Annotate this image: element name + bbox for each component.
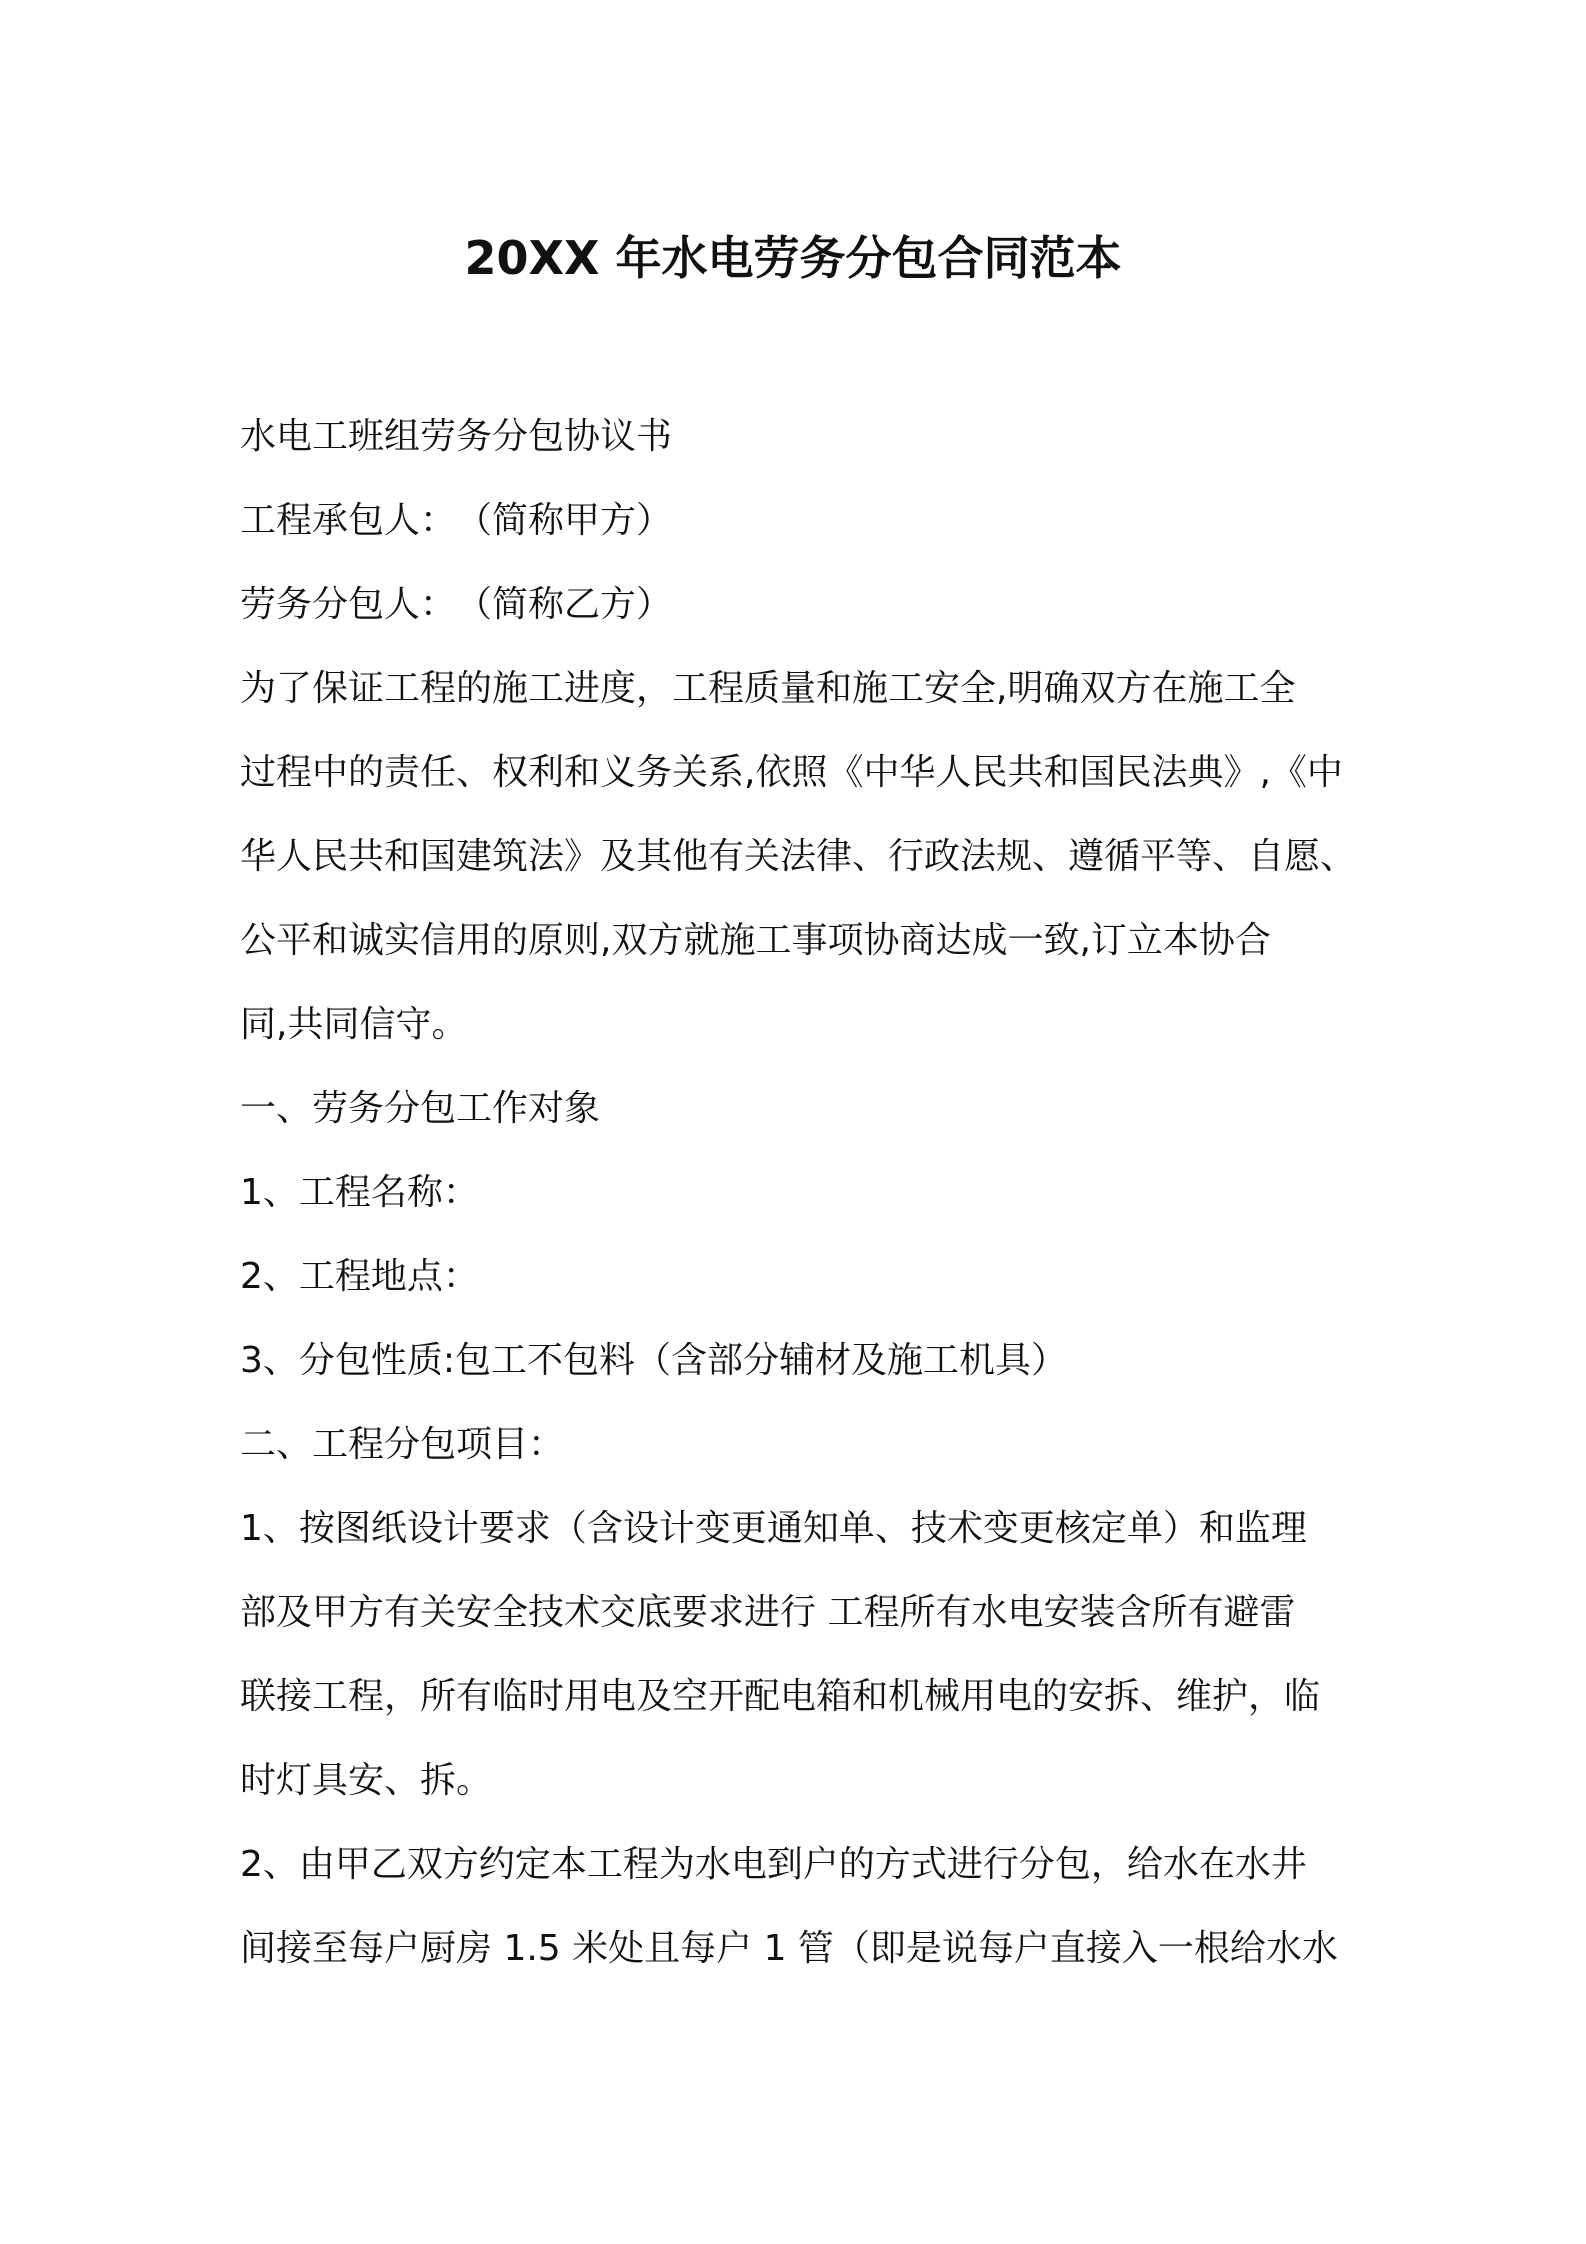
doc-line: 间接至每户厨房 1.5 米处且每户 1 管（即是说每户直接入一根给水水 <box>240 1928 1338 1969</box>
doc-line: 1、工程名称： <box>240 1172 479 1213</box>
doc-line: 时灯具安、拆。 <box>240 1760 493 1801</box>
document-body <box>240 395 1357 1991</box>
doc-line: 3、分包性质:包工不包料（含部分辅材及施工机具） <box>240 1340 1068 1381</box>
doc-line: 联接工程，所有临时用电及空开配电箱和机械用电的安拆、维护，临 <box>240 1676 1321 1717</box>
doc-line: 华人民共和国建筑法》及其他有关法律、行政法规、遵循平等、自愿、 <box>240 836 1357 877</box>
doc-line: 部及甲方有关安全技术交底要求进行 工程所有水电安装含所有避雷 <box>240 1592 1296 1633</box>
doc-line: 过程中的责任、权利和义务关系,依照《中华人民共和国民法典》,《中 <box>240 752 1343 793</box>
document-title: 20XX 年水电劳务分包合同范本 <box>464 231 1122 285</box>
doc-line: 为了保证工程的施工进度，工程质量和施工安全,明确双方在施工全 <box>240 668 1296 709</box>
doc-line: 2、工程地点： <box>240 1256 479 1297</box>
doc-line: 工程承包人： （简称甲方） <box>240 500 673 541</box>
doc-line: 劳务分包人： （简称乙方） <box>240 584 673 625</box>
doc-line: 公平和诚实信用的原则,双方就施工事项协商达成一致,订立本协合 <box>240 920 1271 961</box>
doc-line: 一、劳务分包工作对象 <box>240 1088 601 1129</box>
doc-line: 水电工班组劳务分包协议书 <box>240 416 673 457</box>
doc-line: 同,共同信守。 <box>240 1004 468 1045</box>
doc-line: 1、按图纸设计要求（含设计变更通知单、技术变更核定单）和监理 <box>240 1508 1307 1549</box>
doc-line: 2、由甲乙双方约定本工程为水电到户的方式进行分包，给水在水井 <box>240 1844 1307 1885</box>
doc-line: 二、工程分包项目： <box>240 1424 565 1465</box>
